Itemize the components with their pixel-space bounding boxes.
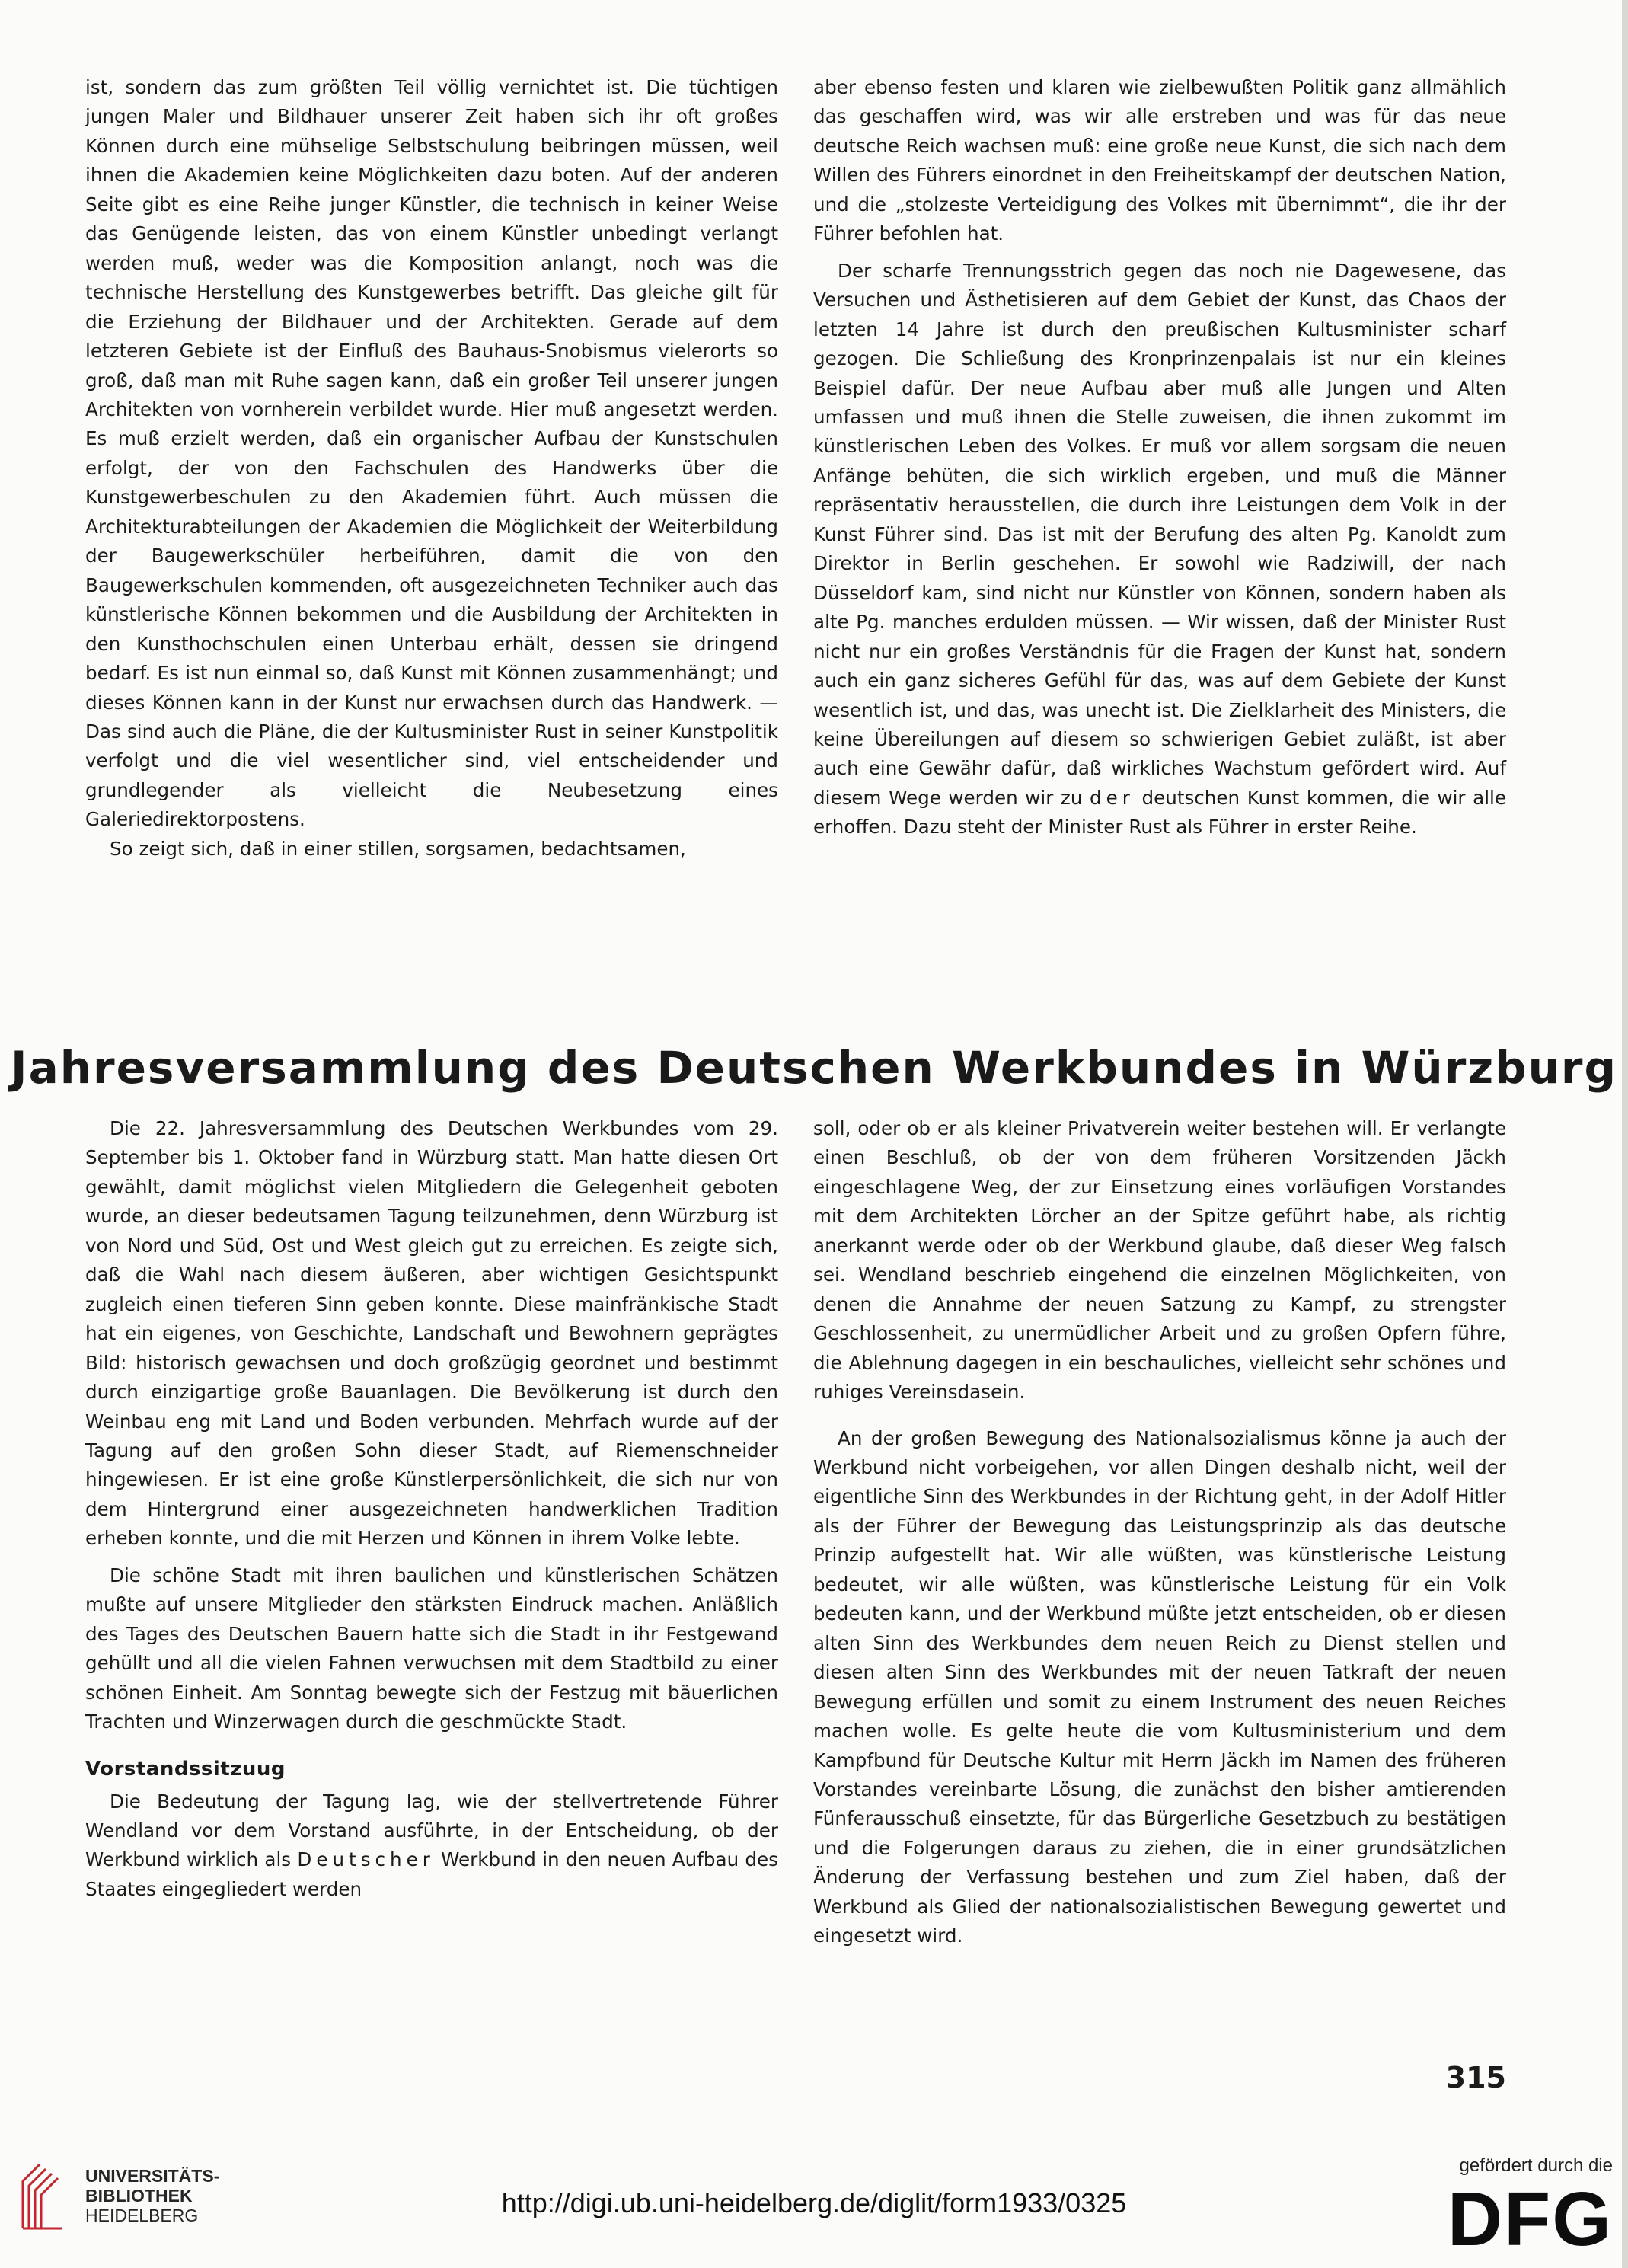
article-werkbund bbox=[85, 1114, 1506, 1951]
column-left-top bbox=[85, 73, 778, 864]
page-number: 315 bbox=[1445, 2061, 1506, 2094]
library-name-line: BIBLIOTHEK bbox=[85, 2186, 193, 2206]
footer bbox=[0, 2140, 1628, 2268]
paragraph-text: Werkbund in den neuen Aufbau des Staates eingegliedert werden bbox=[85, 1848, 778, 1900]
column-right-top bbox=[813, 73, 1506, 864]
spaced-word: der bbox=[1090, 786, 1135, 809]
column-right-bottom bbox=[813, 1114, 1506, 1951]
page-edge bbox=[1622, 0, 1628, 2268]
section-subheading: Vorstandssitzuug bbox=[85, 1757, 286, 1781]
source-url-link[interactable]: http://digi.ub.uni-heidelberg.de/diglit/form1933/0325 bbox=[501, 2187, 1127, 2218]
dfg-logo: DFG bbox=[1447, 2177, 1613, 2262]
paragraph: soll, oder ob er als kleiner Privatverein weiter bestehen will. Er verlangte einen Beschluß, ob der von dem früheren Vorsitzenden Jäckh eingeschlagene Weg, der zur Einsetzung eines vorläufigen Vorstandes mit dem Architekten Lörcher an der Spitze geführt habe, als richtig anerkannt werde oder ob der Werkbund glaube, daß dieser Weg falsch sei. Wendland beschrieb eingehend die einzelnen Möglichkeiten, von denen die Annahme der neuen Satzung zu Kampf, zu strengster Geschlossenheit, zu unermüdlicher Arbeit und zu großen Opfern führe, die Ablehnung dagegen in ein beschauliches, vielleicht sehr schönes und ruhiges Vereinsdasein. bbox=[813, 1117, 1506, 1404]
paragraph bbox=[813, 257, 1506, 842]
article-headline: Jahresversammlung des Deutschen Werkbundes in Würzburg bbox=[10, 1042, 1618, 1094]
library-name-line: HEIDELBERG bbox=[85, 2206, 199, 2225]
paragraph: An der großen Bewegung des Nationalsozialismus könne ja auch der Werkbund nicht vorbeigehen, vor allen Dingen deshalb nicht, weil der eigentliche Sinn des Werkbundes in der Richtung geht, in der Adolf Hitler als der Führer der Bewegung das Leistungsprinzip als das deutsche Prinzip aufgestellt hat. Wir alle wüßten, was künstlerische Leistung bedeutet, wir alle wüßten, was künstlerische Leistung für ein Volk bedeuten kann, und der Werkbund müßte jetzt entscheiden, ob er diesen alten Sinn des Werkbundes dem neuen Reich zu Dienst stellen und diesen alten Sinn des Werkbundes mit der neuen Tatkraft der neuen Bewegung erfüllen und somit zu einem Instrument des neuen Reiches machen wolle. Es gelte heute die vom Kultusministerium und dem Kampfbund für Deutsche Kultur mit Herrn Jäckh im Namen des früheren Vorstandes vereinbarte Lösung, die zunächst den bisher amtierenden Fünferausschuß einsetzte, für das Bürgerliche Gesetzbuch zu bestätigen und die Folgerungen daraus zu ziehen, die in einer grundsätzlichen Änderung der Verfassung bestehen und zum Ziel haben, daß der Werkbund als Glied der nationalsozialistischen Bewegung gewertet und eingesetzt wird. bbox=[813, 1426, 1506, 1947]
paragraph: Die schöne Stadt mit ihren baulichen und künstlerischen Schätzen mußte auf unsere Mitglieder den stärksten Eindruck machen. Anläßlich des Tages des Deutschen Bauern hatte sich die Stadt in ihr Festgewand gehüllt und all die vielen Fahnen verwuchsen mit dem Stadtbild zu einer schönen Einheit. Am Sonntag bewegte sich der Festzug mit bäuerlichen Trachten und Winzerwagen durch die geschmückte Stadt. bbox=[85, 1564, 778, 1733]
paragraph-text: Der scharfe Trennungsstrich gegen das noch nie Dagewesene, das Versuchen und Ästhetisieren auf dem Gebiet der Kunst, das Chaos der letzten 14 Jahre ist durch den preußischen Kultusminister scharf gezogen. Die Schließung des Kronprinzenpalais ist nur ein kleines Beispiel dafür. Der neue Aufbau aber muß alle Jungen und Alten umfassen und muß ihnen die Stelle zuweisen, die ihnen zukommt im künstlerischen Leben des Volkes. Er muß vor allem sorgsam die neuen Anfänge behüten, die sich wirklich ergeben, und muß die Männer repräsentativ herausstellen, die durch ihre Leistungen dem Volk in der Kunst Führer sind. Das ist mit der Berufung des alten Pg. Kanoldt zum Direktor in Berlin geschehen. Er sowohl wie Radziwill, der nach Düsseldorf kam, sind nicht nur Künstler von Können, sondern haben als alte Pg. manches erdulden müssen. — Wir wissen, daß der Minister Rust nicht nur ein großes Verständnis für die Fragen der Kunst hat, sondern auch ein ganz sicheres Gefühl für das, was auf dem Gebiete der Kunst wesentlich ist, und das, was unecht ist. Die Zielklarheit des Ministers, die keine Übereilungen auf diesem so schwierigen Gebiet zuläßt, ist aber auch eine Gewähr dafür, daß wirkliches Wachstum gefördert wird. Auf diesem Wege werden wir zu bbox=[813, 259, 1506, 809]
paragraph-text: Die Bedeutung der Tagung lag, wie der stellvertretende Führer Wendland vor dem Vorstand ausführte, in der Entscheidung, ob der Werkbund wirklich als bbox=[85, 1790, 778, 1871]
paragraph-text: deutschen Kunst kommen, die wir alle erhoffen. Dazu steht der Minister Rust als Führer in erster Reihe. bbox=[813, 786, 1506, 839]
paragraph bbox=[85, 1787, 778, 1905]
paragraph: ist, sondern das zum größten Teil völlig vernichtet ist. Die tüchtigen jungen Maler und Bildhauer unserer Zeit haben sich ihr oft großes Können durch eine mühselige Selbstschulung beibringen müssen, weil ihnen die Akademien keine Möglichkeiten dazu boten. Auf der anderen Seite gibt es eine Reihe junger Künstler, die technisch in keiner Weise das Genügende leisten, das von einem Künstler unbedingt verlangt werden muß, weder was die Komposition anlangt, noch was die technische Herstellung des Kunstgewerbes betrifft. Das gleiche gilt für die Erziehung der Bildhauer und der Architekten. Gerade auf dem letzteren Gebiete ist der Einfluß des Bauhaus-Snobismus vielerorts so groß, daß man mit Ruhe sagen kann, daß ein großer Teil unserer jungen Architekten von vornherein verbildet wurde. Hier muß angesetzt werden. Es muß erzielt werden, daß ein organischer Aufbau der Kunstschulen erfolgt, der von den Fachschulen des Handwerks über die Kunstgewerbeschulen zu den Akademien führt. Auch müssen die Architekturabteilungen der Akademien die Möglichkeit der Weiterbildung der Baugewerkschüler herbeiführen, damit die von den Baugewerkschulen kommenden, oft ausgezeichneten Techniker auch das künstlerische Können bekommen und die Ausbildung der Architekten in den Kunsthochschulen einen Unterbau erhält, dessen sie dringend bedarf. Es ist nun einmal so, daß Kunst mit Können zusammenhängt; und dieses Können kann in der Kunst nur erwachsen durch das Handwerk. — Das sind auch die Pläne, die der Kultusminister Rust in seiner Kunstpolitik verfolgt und die viel wesentlicher sind, viel entscheidender und grundlegender als vielleicht die Neubesetzung eines Galeriedirektorpostens. bbox=[85, 76, 778, 831]
funding-notice bbox=[1447, 2155, 1613, 2262]
paragraph: aber ebenso festen und klaren wie zielbewußten Politik ganz allmählich das geschaffen wird, was wir alle erstreben und was für das neue deutsche Reich wachsen muß: eine große neue Kunst, die sich nach dem Willen des Führers einordnet in den Freiheitskampf der deutschen Nation, und die „stolzeste Verteidigung des Volkes mit übernimmt“, die ihr der Führer befohlen hat. bbox=[813, 76, 1506, 245]
funded-by-label: gefördert durch die bbox=[1459, 2155, 1613, 2176]
paragraph: Die 22. Jahresversammlung des Deutschen Werkbundes vom 29. September bis 1. Oktober fand in Würzburg statt. Man hatte diesen Ort gewählt, damit möglichst vielen Mitgliedern die Gelegenheit geboten wurde, an dieser bedeutsamen Tagung teilzunehmen, denn Würzburg ist von Nord und Süd, Ost und West gleich gut zu erreichen. Es zeigte sich, daß die Wahl nach diesem äußeren, aber wichtigen Gesichtspunkt zugleich einen tieferen Sinn geben konnte. Diese mainfränkische Stadt hat ein eigenes, von Geschichte, Landschaft und Bewohnern geprägtes Bild: historisch gewachsen und doch großzügig geordnet und bestimmt durch einzigartige große Bauanlagen. Die Bevölkerung ist durch den Weinbau eng mit Land und Boden verbunden. Mehrfach wurde auf der Tagung auf den großen Sohn dieser Stadt, auf Riemenschneider hingewiesen. Er ist eine große Künstlerpersönlichkeit, die sich nur von dem Hintergrund einer ausgezeichneten handwerklichen Tradition erheben konnte, und die mit Herzen und Können in ihrem Volke lebte. bbox=[85, 1117, 778, 1550]
library-name-line: UNIVERSITÄTS- bbox=[85, 2166, 220, 2186]
spaced-word: Deutscher bbox=[297, 1848, 435, 1871]
column-left-bottom bbox=[85, 1114, 778, 1951]
paragraph: So zeigt sich, daß in einer stillen, sorgsamen, bedachtsamen, bbox=[110, 837, 686, 860]
article-continuation bbox=[85, 73, 1506, 864]
